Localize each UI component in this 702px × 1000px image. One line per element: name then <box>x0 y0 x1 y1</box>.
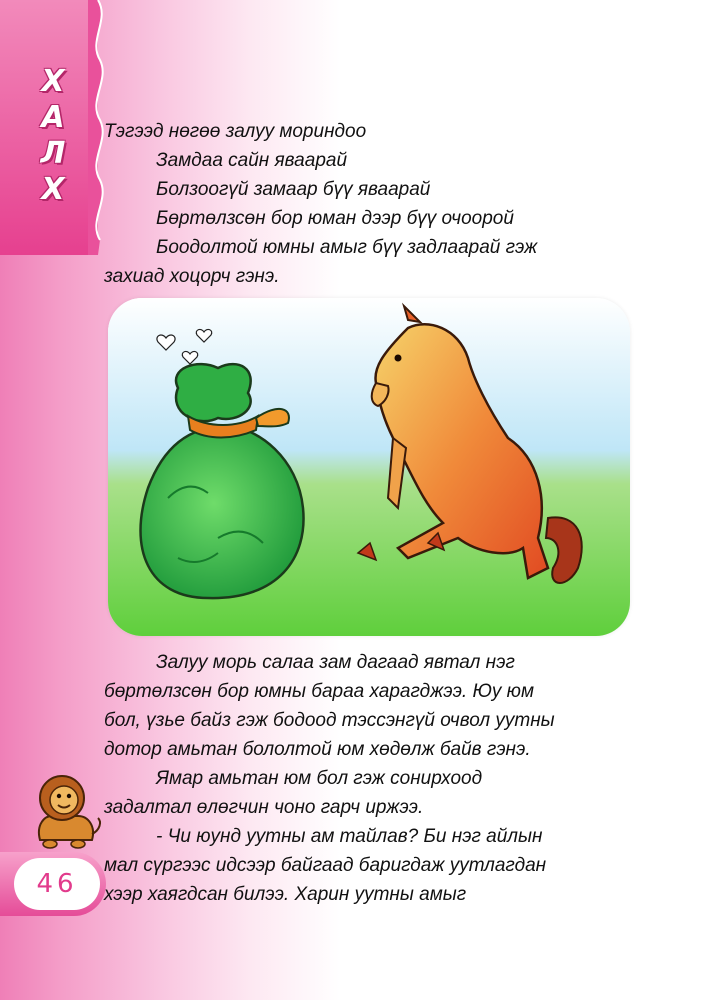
page-number-badge <box>0 852 106 916</box>
story-paragraph-1 <box>104 117 664 291</box>
text-line: Боодолтой юмны амыг бүү задлаарай гэж <box>156 237 538 258</box>
text-line: Ямар амьтан юм бол гэж сонирхоод <box>156 768 483 789</box>
lion-mascot-icon <box>26 770 106 852</box>
title-letter: Х <box>41 172 65 207</box>
text-line: Замдаа сайн яваарай <box>156 150 348 171</box>
vertical-chapter-title <box>33 64 73 208</box>
title-letter: Л <box>40 136 66 171</box>
text-line: Бөртөлзсөн бор юман дээр бүү очоорой <box>156 208 514 229</box>
story-paragraph-2 <box>104 648 664 909</box>
title-letter: Х <box>41 64 65 99</box>
text-line: задалтал өлөгчин чоно гарч иржээ. <box>104 797 424 818</box>
text-line: Залуу морь салаа зам дагаад явтал нэг <box>156 652 515 673</box>
text-line: - Чи юунд уутны ам тайлав? Би нэг айлын <box>156 826 543 847</box>
text-line: Болзоогүй замаар бүү яваарай <box>156 179 431 200</box>
story-illustration <box>108 298 630 636</box>
text-line: дотор амьтан бололтой юм хөдөлж байв гэнэ. <box>104 739 531 760</box>
page-number: 46 <box>36 869 78 899</box>
text-line: бөртөлзсөн бор юмны бараа харагджээ. Юу юм <box>104 681 534 702</box>
text-line: бол, үзье байз гэж бодоод тэссэнгүй очвол уутны <box>104 710 555 731</box>
text-line: захиад хоцорч гэнэ. <box>104 266 280 287</box>
text-line: Тэгээд нөгөө залуу мориндоо <box>104 121 367 142</box>
title-letter: А <box>41 100 65 135</box>
text-line: мал сүргээс идсээр байгаад баригдаж уутлагдан <box>104 855 547 876</box>
text-line: хээр хаягдсан билээ. Харин уутны амыг <box>104 884 467 905</box>
